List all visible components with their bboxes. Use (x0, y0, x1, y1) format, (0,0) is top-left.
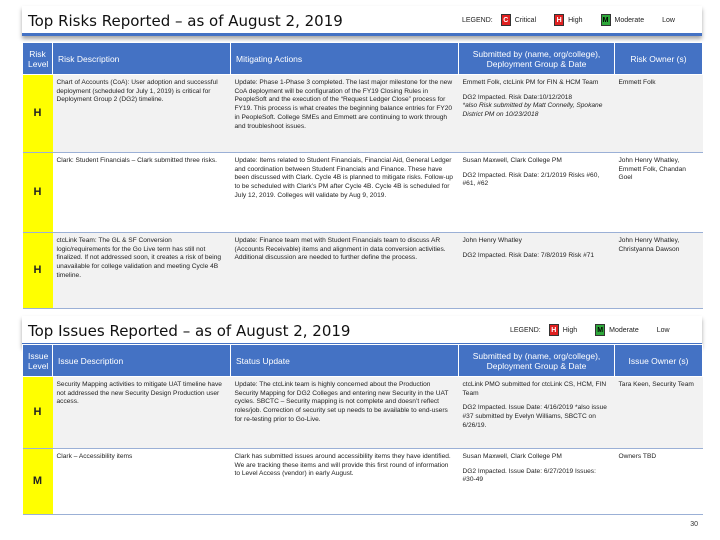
issue-submitted-detail: DG2 Impacted. Issue Date: 6/27/2019 Issues: #30-49 (462, 467, 596, 484)
risk-submitted-detail: DG2 Impacted. Risk Date: 7/8/2019 Risk #71 (462, 251, 595, 259)
issue-status-update: Update: The ctcLink team is highly concerned about the Production Security Mapping for DG2 Colleges and entering new Security in the UAT cycles. SBCTC – Security mapping is not complete and doesn’t reflect roles/job. Correction of security set up needs to be available to end-users for re-testing prior to Go-Live. (231, 377, 459, 449)
issue-submitted-name: ctcLink PMO submitted for ctcLink CS, HCM, FIN Team (462, 381, 607, 397)
risks-table (22, 42, 703, 309)
issues-section-header (22, 316, 702, 346)
issues-header-description: Issue Description (53, 345, 231, 377)
risks-header-description: Risk Description (53, 43, 231, 75)
risks-header-submitted: Submitted by (name, org/college), Deployment Group & Date (459, 43, 615, 75)
risks-title: Top Risks Reported – as of August 2, 2019 (28, 12, 343, 30)
issues-legend (510, 324, 688, 336)
risk-row (23, 75, 703, 153)
legend-critical-swatch: C (501, 14, 511, 26)
risk-submitted-by (459, 153, 615, 233)
risk-owner: John Henry Whatley, Christyanna Dawson (615, 233, 703, 309)
issue-submitted-name: Susan Maxwell, Clark College PM (462, 453, 562, 460)
risk-mitigating-actions: Update: Finance team met with Student Financials team to discuss AR (Accounts Receivable) items and alignment in data conversion activities. Additional discussion are needed to further define the process. (231, 233, 459, 309)
risk-owner: Emmett Folk (615, 75, 703, 153)
issues-header-row (23, 345, 703, 377)
risk-level-badge: H (23, 75, 53, 153)
issues-title: Top Issues Reported – as of August 2, 2019 (28, 322, 351, 340)
risk-submitted-name: John Henry Whatley (462, 237, 522, 244)
risk-submitted-note: *also Risk submitted by Matt Connelly, Spokane District PM on 10/23/2018 (462, 102, 603, 119)
risk-submitted-by (459, 233, 615, 309)
legend-moderate-text: Moderate (614, 16, 645, 24)
page-number: 30 (690, 521, 698, 528)
legend-low-text: Low (662, 16, 675, 24)
issues-legend-label: LEGEND: (510, 326, 541, 334)
risk-level-badge: H (23, 153, 53, 233)
issue-row (23, 377, 703, 449)
issues-table (22, 344, 703, 515)
risk-description: Chart of Accounts (CoA): User adoption and successful deployment (scheduled for July 1, 2019) is critical for Deployment Group 2 (DG2) timeline. (53, 75, 231, 153)
risk-mitigating-actions: Update: Items related to Student Financials, Financial Aid, General Ledger and coordination between Student Financials and Finance. These have been discussed with Clark. Cycle 4B is planned to mitigate risks. Follow-up to be scheduled with Clark’s PM after Cycle 4B. Cycle 4B is scheduled for July 12, 2019. Colleges will validate by Aug 9, 2019. (231, 153, 459, 233)
risks-header-row (23, 43, 703, 75)
risk-owner: John Henry Whatley, Emmett Folk, Chandan Goel (615, 153, 703, 233)
legend-critical-text: Critical (514, 16, 537, 24)
issues-header-owner: Issue Owner (s) (615, 345, 703, 377)
risk-row (23, 153, 703, 233)
legend-high-swatch: H (554, 14, 564, 26)
risk-submitted-name: Emmett Folk, ctcLink PM for FIN & HCM Team (462, 79, 599, 86)
issues-header-submitted: Submitted by (name, org/college), Deployment Group & Date (459, 345, 615, 377)
risks-legend-label: LEGEND: (462, 16, 493, 24)
risk-description: ctcLink Team: The GL & SF Conversion logic/requirements for the Go Live term has still not finalized. If not addressed soon, it creates a risk of being unavailable for college validation and meeting Cycle 4B timeline. (53, 233, 231, 309)
risks-legend (462, 14, 693, 26)
issue-owner: Owners TBD (615, 449, 703, 515)
issue-level-badge: M (23, 449, 53, 515)
legend-moderate-swatch: M (601, 14, 611, 26)
issue-owner: Tara Keen, Security Team (615, 377, 703, 449)
risk-submitted-by (459, 75, 615, 153)
risk-submitted-detail: DG2 Impacted. Risk Date:10/12/2018 (462, 93, 573, 101)
legend-high-text: High (562, 326, 578, 334)
issue-description: Clark – Accessibility items (53, 449, 231, 515)
risk-mitigating-actions: Update: Phase 1-Phase 3 completed. The last major milestone for the new CoA deployment will be configuration of the FY19 Closing Rules in PeopleSoft and the execution of the “Request Ledger Close” process for FY19. This process is what creates the beginning balance entries for FY20 in PeopleSoft. College SMEs and Emmett are continuing to work through and troubleshoot issues. (231, 75, 459, 153)
legend-high-swatch: H (549, 324, 559, 336)
risks-section-header (22, 6, 702, 36)
issue-submitted-by (459, 377, 615, 449)
legend-high-text: High (568, 16, 583, 24)
issue-submitted-detail: DG2 Impacted. Issue Date: 4/16/2019 *also issue #37 submitted by Evelyn Williams, SBCTC on 6/26/19. (462, 404, 607, 429)
risks-header-mitigating: Mitigating Actions (231, 43, 459, 75)
issue-status-update: Clark has submitted issues around accessibility items they have identified. We are tracking these items and will provide this first round of information to Level Access (vendor) in early August. (231, 449, 459, 515)
risk-row (23, 233, 703, 309)
issue-row (23, 449, 703, 515)
legend-low-text: Low (656, 326, 670, 334)
risks-header-owner: Risk Owner (s) (615, 43, 703, 75)
risk-description: Clark: Student Financials – Clark submitted three risks. (53, 153, 231, 233)
risk-submitted-name: Susan Maxwell, Clark College PM (462, 157, 562, 164)
legend-moderate-swatch: M (595, 324, 605, 336)
issue-submitted-by (459, 449, 615, 515)
issue-level-badge: H (23, 377, 53, 449)
risk-level-badge: H (23, 233, 53, 309)
issues-header-level: Issue Level (23, 345, 53, 377)
legend-moderate-text: Moderate (609, 326, 639, 334)
issue-description: Security Mapping activities to mitigate UAT timeline have not addressed the new Security Design Production user access. (53, 377, 231, 449)
risk-submitted-detail: DG2 Impacted. Risk Date: 2/1/2019 Risks #60, #61, #62 (462, 171, 600, 188)
risks-header-level: Risk Level (23, 43, 53, 75)
issues-header-status: Status Update (231, 345, 459, 377)
